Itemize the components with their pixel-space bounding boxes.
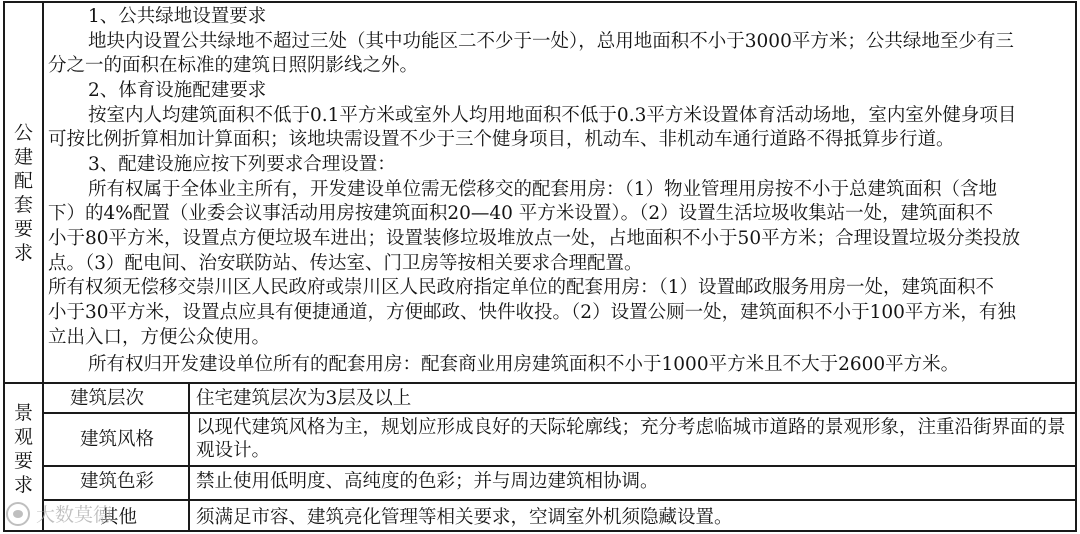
section-divider — [3, 382, 1077, 384]
content-cell: 禁止使用低明度、高纯度的色彩；并与周边建筑相协调。 — [196, 471, 659, 492]
text-line: 所有权属于全体业主所有，开发建设单位需无偿移交的配套用房：（1）物业管理用房按不小于总建筑面积（含地 — [88, 179, 998, 200]
item-cell: 建筑色彩 — [80, 471, 155, 492]
item-column-divider — [188, 382, 190, 532]
content-cell: 以现代建筑风格为主，规划应形成良好的天际轮廓线；充分考虑临城市道路的景观形象，注重沿街界面的景观设计。 — [196, 417, 1066, 461]
item-cell: 建筑风格 — [80, 429, 155, 450]
label-char: 观 — [13, 425, 33, 448]
item-cell: 建筑层次 — [70, 388, 145, 409]
green-space-heading: 1、公共绿地设置要求 — [88, 6, 267, 27]
text-line: 所有权归开发建设单位所有的配套用房：配套商业用房建筑面积不小于1000平方米且不大于2600平方米。 — [88, 354, 960, 375]
text-line: 立出入口，方便公众使用。 — [48, 327, 271, 348]
label-char: 要 — [13, 217, 33, 240]
row-divider-1 — [43, 412, 1077, 414]
label-char: 建 — [13, 145, 33, 168]
text-line: 分之一的面积在标准的建筑日照阴影线之外。 — [48, 55, 419, 76]
label-char: 公 — [13, 121, 33, 144]
public-facilities-label — [5, 3, 42, 382]
text-line: 所有权须无偿移交崇川区人民政府或崇川区人民政府指定单位的配套用房：（1）设置邮政服务用房一处，建筑面积不 — [48, 277, 995, 298]
chat-bubble-icon — [6, 502, 30, 526]
watermark-text: 大数莫德 — [36, 504, 113, 526]
row-divider-3 — [43, 499, 1077, 501]
row-divider-2 — [43, 465, 1077, 467]
text-line: 可按比例折算相加计算面积；该地块需设置不少于三个健身项目，机动车、非机动车通行道路不得抵算步行道。 — [48, 129, 955, 150]
text-line: 下）的4%配置（业委会议事活动用房按建筑面积20—40 平方米设置）。（2）设置生活垃圾收集站一处，建筑面积不 — [48, 203, 994, 224]
text-line: 点。（3）配电间、治安联防站、传达室、门卫房等按相关要求合理配置。 — [48, 253, 643, 274]
text-line: 按室内人均建筑面积不低于0.1平方米或室外人均用地面积不低于0.3平方米设置体育活动场地，室内室外健身项目 — [88, 105, 1017, 126]
label-char: 套 — [13, 193, 33, 216]
landscape-label — [5, 386, 42, 511]
label-char: 景 — [13, 401, 33, 424]
sports-heading: 2、体育设施配建要求 — [88, 80, 267, 101]
content-cell: 住宅建筑层次为3层及以上 — [196, 388, 412, 409]
content-cell: 须满足市容、建筑亮化管理等相关要求，空调室外机须隐藏设置。 — [196, 507, 733, 528]
facilities-heading: 3、配建设施应按下列要求合理设置： — [88, 154, 396, 175]
label-char: 要 — [13, 449, 33, 472]
item-cell: 其他 — [100, 507, 138, 528]
watermark — [6, 500, 112, 527]
label-char: 求 — [13, 473, 33, 496]
text-line: 地块内设置公共绿地不超过三处（其中功能区二不少于一处），总用地面积不小于3000平方米；公共绿地至少有三 — [88, 31, 1014, 52]
label-column-divider — [42, 1, 44, 532]
text-line: 小于30平方米，设置点应具有便捷通道，方便邮政、快件收投。（2）设置公厕一处，建筑面积不小于100平方米，有独 — [48, 302, 1016, 323]
label-char: 求 — [13, 241, 33, 264]
text-line: 小于80平方米，设置点方便垃圾车进出；设置装修垃圾堆放点一处，占地面积不小于50平方米；合理设置垃圾分类投放 — [48, 228, 1021, 249]
label-char: 配 — [13, 169, 33, 192]
